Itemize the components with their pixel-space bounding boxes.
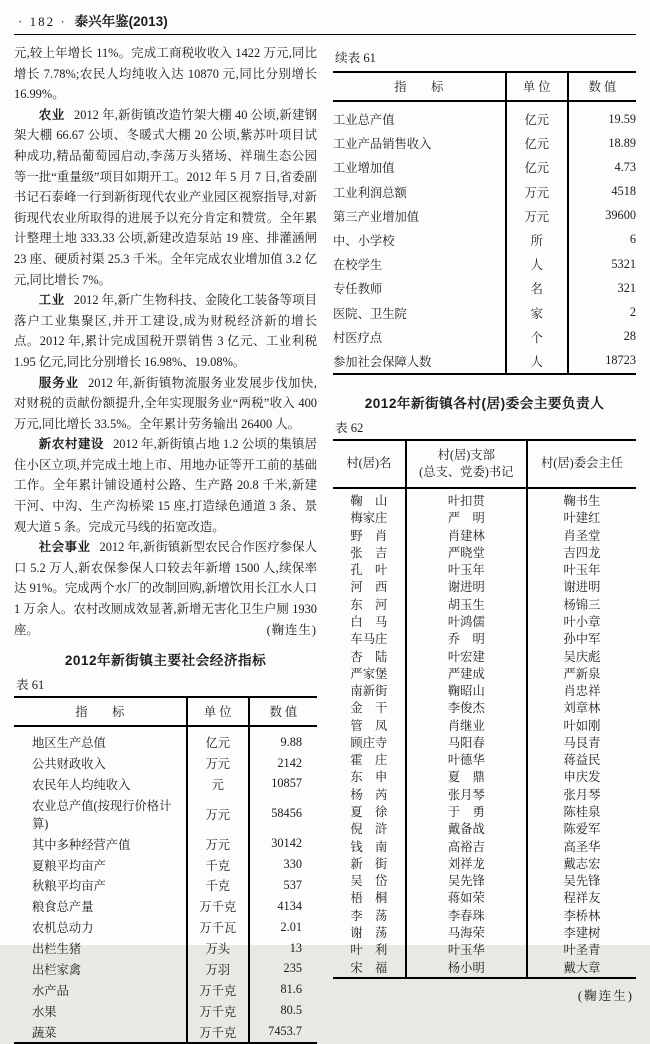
column-header-value: 数 值 <box>568 72 636 101</box>
director-name-cell: 李桥林 <box>527 907 636 924</box>
table-header-row <box>333 72 636 101</box>
director-name-cell: 杨锦三 <box>527 596 636 613</box>
indicator-cell: 参加社会保障人数 <box>333 354 432 369</box>
secretary-name-cell: 吴先锋 <box>406 873 527 890</box>
header-rule <box>14 34 636 35</box>
village-name-cell: 白 马 <box>350 614 388 629</box>
table-62 <box>333 439 636 979</box>
table-row <box>14 917 317 938</box>
village-name-cell: 车马庄 <box>350 632 388 647</box>
table-row <box>333 769 636 786</box>
village-name-cell: 孔 叶 <box>350 563 388 578</box>
village-name-cell: 南新街 <box>350 684 388 699</box>
table-row <box>333 579 636 596</box>
table-row <box>333 228 636 252</box>
table-row <box>333 959 636 977</box>
table-61-continued <box>333 71 636 375</box>
secretary-name-cell: 叶玉华 <box>406 942 527 959</box>
value-cell: 5321 <box>568 252 636 276</box>
table-row <box>333 648 636 665</box>
table-row <box>333 204 636 228</box>
value-cell: 6 <box>568 228 636 252</box>
village-name-cell: 宋 福 <box>350 960 388 975</box>
table-row <box>14 854 317 875</box>
body-paragraph-services <box>14 373 317 435</box>
unit-cell: 名 <box>506 276 568 300</box>
table-row <box>14 1021 317 1043</box>
indicator-cell: 水果 <box>32 1004 57 1019</box>
value-cell: 2142 <box>249 753 317 774</box>
unit-cell: 亿元 <box>506 101 568 131</box>
village-name-cell: 鞠 山 <box>350 493 388 508</box>
table-row <box>333 856 636 873</box>
unit-cell: 万千克 <box>187 896 249 917</box>
indicator-cell: 专任教师 <box>333 282 383 297</box>
village-name-cell: 野 肖 <box>350 528 388 543</box>
director-name-cell: 程祥友 <box>527 890 636 907</box>
secretary-name-cell: 叶鸿儒 <box>406 614 527 631</box>
village-name-cell: 杨 芮 <box>350 787 388 802</box>
table-row <box>333 131 636 155</box>
table-row <box>333 276 636 300</box>
village-name-cell: 倪 浒 <box>350 822 388 837</box>
table-row <box>333 735 636 752</box>
director-name-cell: 孙中军 <box>527 631 636 648</box>
secretary-name-cell: 严建成 <box>406 665 527 682</box>
value-cell: 7453.7 <box>249 1021 317 1043</box>
village-name-cell: 梧 桐 <box>350 891 388 906</box>
village-name-cell: 李 荡 <box>350 908 388 923</box>
table-row <box>333 890 636 907</box>
table61-continued-label: 续表 61 <box>335 51 376 65</box>
table62-label: 表 62 <box>335 420 364 435</box>
director-name-cell: 戴大章 <box>527 959 636 977</box>
secretary-name-cell: 叶扣贯 <box>406 488 527 510</box>
unit-cell: 万千克 <box>187 979 249 1000</box>
indicator-cell: 粮食总产量 <box>32 900 94 915</box>
secretary-name-cell: 刘祥龙 <box>406 856 527 873</box>
indicator-cell: 公共财政收入 <box>32 757 106 772</box>
secretary-name-cell: 肖建林 <box>406 527 527 544</box>
table61-label: 表 61 <box>16 678 45 693</box>
value-cell: 2.01 <box>249 917 317 938</box>
book-title: 泰兴年鉴(2013) <box>74 14 168 29</box>
table-row <box>333 631 636 648</box>
table-row <box>333 325 636 349</box>
table-row <box>14 1000 317 1021</box>
value-cell: 10857 <box>249 774 317 795</box>
value-cell: 19.59 <box>568 101 636 131</box>
value-cell: 321 <box>568 276 636 300</box>
table-row <box>333 544 636 561</box>
secretary-name-cell: 肖继业 <box>406 717 527 734</box>
director-name-cell: 叶圣青 <box>527 942 636 959</box>
paragraph-lead: 新农村建设 <box>38 437 105 452</box>
unit-cell: 万羽 <box>187 959 249 980</box>
indicator-cell: 在校学生 <box>333 258 383 273</box>
table-row <box>333 683 636 700</box>
village-name-cell: 梅家庄 <box>350 511 388 526</box>
value-cell: 537 <box>249 875 317 896</box>
table-row <box>333 804 636 821</box>
village-name-cell: 吴 岱 <box>350 874 388 889</box>
indicator-cell: 出栏生猪 <box>32 942 82 957</box>
secretary-name-cell: 叶玉年 <box>406 562 527 579</box>
table-row <box>14 979 317 1000</box>
indicator-cell: 出栏家禽 <box>32 962 82 977</box>
value-cell: 18.89 <box>568 131 636 155</box>
value-cell: 4.73 <box>568 155 636 179</box>
column-header-secretary <box>406 440 527 488</box>
table-row <box>333 942 636 959</box>
table-row <box>333 873 636 890</box>
paragraph-text: 2012 年,新街镇新型农民合作医疗参保人口 5.2 万人,新农保参保人口较去年新增 1500 人,续保率达 91%。完成两个水厂的改制回购,新增饮用长江水人口 1 万余人。农村改厕成效显著,新增无害化卫生户厕 1930 座。 <box>14 540 318 637</box>
secretary-name-cell: 张月琴 <box>406 786 527 803</box>
table-row <box>14 726 317 752</box>
secretary-name-cell: 鞠昭山 <box>406 683 527 700</box>
table-row <box>14 794 317 833</box>
table-row <box>14 959 317 980</box>
secretary-name-cell: 马阳春 <box>406 735 527 752</box>
village-name-cell: 张 吉 <box>350 545 388 560</box>
table-row <box>333 925 636 942</box>
two-column-layout <box>14 43 636 1044</box>
secretary-name-cell: 叶德华 <box>406 752 527 769</box>
village-name-cell: 新 街 <box>350 856 388 871</box>
author-signature: (鞠连生) <box>577 988 634 1003</box>
table-row <box>14 938 317 959</box>
table-row <box>333 527 636 544</box>
column-header-unit: 单 位 <box>506 72 568 101</box>
director-name-cell: 蒋益民 <box>527 752 636 769</box>
table-row <box>14 833 317 854</box>
table-row <box>333 614 636 631</box>
secretary-name-cell: 蒋如荣 <box>406 890 527 907</box>
director-name-cell: 谢进明 <box>527 579 636 596</box>
indicator-cell: 第三产业增加值 <box>333 209 420 224</box>
table61-caption: 2012年新街镇主要社会经济指标 <box>64 653 267 669</box>
table-row <box>14 875 317 896</box>
table-row <box>333 700 636 717</box>
unit-cell: 万元 <box>187 833 249 854</box>
author-signature: (鞠连生) <box>266 622 317 637</box>
value-cell: 18723 <box>568 349 636 374</box>
indicator-cell: 工业产品销售收入 <box>333 137 432 152</box>
unit-cell: 元 <box>187 774 249 795</box>
director-name-cell: 吉四龙 <box>527 544 636 561</box>
table-row <box>333 349 636 374</box>
unit-cell: 人 <box>506 349 568 374</box>
value-cell: 330 <box>249 854 317 875</box>
paragraph-lead: 农业 <box>38 107 66 122</box>
column-header-indicator: 指 标 <box>333 72 506 101</box>
unit-cell: 千克 <box>187 854 249 875</box>
table-row <box>333 838 636 855</box>
indicator-cell: 农民年人均纯收入 <box>32 777 131 792</box>
secretary-name-cell: 杨小明 <box>406 959 527 977</box>
indicator-cell: 医院、卫生院 <box>333 306 407 321</box>
paragraph-lead: 服务业 <box>38 375 80 390</box>
table-row <box>14 896 317 917</box>
unit-cell: 所 <box>506 228 568 252</box>
village-name-cell: 顾庄寺 <box>350 735 388 750</box>
village-name-cell: 河 西 <box>350 580 388 595</box>
director-name-cell: 鞠书生 <box>527 488 636 510</box>
column-header-secretary-line1: 村(居)支部 <box>437 447 495 462</box>
director-name-cell: 叶建红 <box>527 510 636 527</box>
table-row <box>333 907 636 924</box>
value-cell: 39600 <box>568 204 636 228</box>
table-row <box>333 300 636 324</box>
column-header-village-name: 村(居)名 <box>333 440 406 488</box>
indicator-cell: 其中多种经营产值 <box>32 837 131 852</box>
table-row <box>333 717 636 734</box>
table-row <box>333 596 636 613</box>
director-name-cell: 高圣华 <box>527 838 636 855</box>
column-header-indicator: 指 标 <box>14 697 187 726</box>
secretary-name-cell: 严晓堂 <box>406 544 527 561</box>
village-name-cell: 钱 南 <box>350 839 388 854</box>
unit-cell: 亿元 <box>187 726 249 752</box>
director-name-cell: 严新泉 <box>527 665 636 682</box>
column-header-value: 数 值 <box>249 697 317 726</box>
village-name-cell: 东 申 <box>350 770 388 785</box>
value-cell: 4134 <box>249 896 317 917</box>
value-cell: 13 <box>249 938 317 959</box>
unit-cell: 亿元 <box>506 131 568 155</box>
unit-cell: 千克 <box>187 875 249 896</box>
unit-cell: 万千克 <box>187 1021 249 1043</box>
director-name-cell: 马艮青 <box>527 735 636 752</box>
right-column <box>333 43 636 1044</box>
body-paragraph <box>14 43 317 105</box>
table-61 <box>14 696 317 1044</box>
table-header-row <box>333 440 636 488</box>
director-name-cell: 申庆发 <box>527 769 636 786</box>
paragraph-text: 2012 年,新街镇改造竹架大棚 40 公顷,新建钢架大棚 66.67 公顷、冬暖式大棚 20 公顷,紫苏叶项目试种成功,精品葡萄园启动,李荡万头猪场、祥瑞生态公园等一批“重量级”项目如期开工。2012 年 5 月 7 日,省委副书记石泰峰一行到新街现代农业产业园区视察指导,对新街现代农业所取得的进展予以充分肯定和赞赏。全年累计整理土地 333.33 公顷,新建改造泵站 19 座、排灌涵闸 23 座、硬质衬渠 25.3 千米。全年完成农业增加值 3.2 亿元,同比增长 7%。 <box>14 107 317 287</box>
table-row <box>333 179 636 203</box>
table62-caption: 2012年新街镇各村(居)委会主要负责人 <box>364 395 605 411</box>
column-header-unit: 单 位 <box>187 697 249 726</box>
unit-cell: 万千瓦 <box>187 917 249 938</box>
secretary-name-cell: 谢进明 <box>406 579 527 596</box>
indicator-cell: 工业增加值 <box>333 161 395 176</box>
village-name-cell: 管 凤 <box>350 718 388 733</box>
paragraph-text: 2012 年,新街镇物流服务业发展步伐加快,对财税的贡献份额提升,全年实现服务业“两税”收入 400 万元,同比增长 33.5%。全年累计劳务输出 26400 人。 <box>14 375 318 431</box>
unit-cell: 人 <box>506 252 568 276</box>
director-name-cell: 肖圣堂 <box>527 527 636 544</box>
director-name-cell: 陈爱军 <box>527 821 636 838</box>
table-row <box>333 562 636 579</box>
body-paragraph-industry <box>14 290 317 372</box>
left-column <box>14 43 317 1044</box>
indicator-cell: 蔬菜 <box>32 1025 57 1040</box>
secretary-name-cell: 乔 明 <box>406 631 527 648</box>
value-cell: 28 <box>568 325 636 349</box>
unit-cell: 家 <box>506 300 568 324</box>
director-name-cell: 吴庆彪 <box>527 648 636 665</box>
body-paragraph-agriculture <box>14 105 317 290</box>
unit-cell: 万千克 <box>187 1000 249 1021</box>
indicator-cell: 地区生产总值 <box>32 736 106 751</box>
director-name-cell: 肖忠祥 <box>527 683 636 700</box>
director-name-cell: 张月琴 <box>527 786 636 803</box>
director-name-cell: 叶玉年 <box>527 562 636 579</box>
value-cell: 81.6 <box>249 979 317 1000</box>
village-name-cell: 杏 陆 <box>350 649 388 664</box>
paragraph-text: 2012 年,新广生物科技、金陵化工装备等项目落户工业集聚区,并开工建设,成为财税经济新的增长点。2012 年,累计完成国税开票销售 3 亿元、工业利税 1.95 亿元,同比分别增长 16.98%、19.08%。 <box>14 293 317 369</box>
village-name-cell: 金 干 <box>350 701 388 716</box>
indicator-cell: 村医疗点 <box>333 330 383 345</box>
director-name-cell: 陈桂泉 <box>527 804 636 821</box>
secretary-name-cell: 叶宏建 <box>406 648 527 665</box>
secretary-name-cell: 李春珠 <box>406 907 527 924</box>
paragraph-lead: 工业 <box>38 293 65 308</box>
value-cell: 9.88 <box>249 726 317 752</box>
table-row <box>333 510 636 527</box>
paragraph-text: 元,较上年增长 11%。完成工商税收收入 1422 万元,同比增长 7.78%;农民人均纯收入达 10870 元,同比分别增长 16.99%。 <box>14 46 317 102</box>
unit-cell: 万头 <box>187 938 249 959</box>
secretary-name-cell: 马海荣 <box>406 925 527 942</box>
secretary-name-cell: 戴备战 <box>406 821 527 838</box>
table-row <box>333 252 636 276</box>
unit-cell: 万元 <box>187 753 249 774</box>
value-cell: 30142 <box>249 833 317 854</box>
village-name-cell: 东 河 <box>350 597 388 612</box>
value-cell: 2 <box>568 300 636 324</box>
paragraph-lead: 社会事业 <box>38 540 91 555</box>
table-row <box>14 753 317 774</box>
value-cell: 80.5 <box>249 1000 317 1021</box>
table-row <box>333 821 636 838</box>
table-row <box>333 752 636 769</box>
indicator-cell: 秋粮平均亩产 <box>32 879 106 894</box>
village-name-cell: 夏 徐 <box>350 805 388 820</box>
director-name-cell: 叶小章 <box>527 614 636 631</box>
indicator-cell: 夏粮平均亩产 <box>32 858 106 873</box>
indicator-cell: 中、小学校 <box>333 233 395 248</box>
secretary-name-cell: 夏 鼎 <box>406 769 527 786</box>
page-number: · 182 · <box>18 14 67 29</box>
column-header-director: 村(居)委会主任 <box>527 440 636 488</box>
director-name-cell: 戴志宏 <box>527 856 636 873</box>
village-name-cell: 严家堡 <box>350 666 388 681</box>
indicator-cell: 工业总产值 <box>333 113 395 127</box>
village-name-cell: 霍 庄 <box>350 753 388 768</box>
table-row <box>333 786 636 803</box>
table-row <box>333 155 636 179</box>
value-cell: 235 <box>249 959 317 980</box>
table-row <box>333 665 636 682</box>
director-name-cell: 吴先锋 <box>527 873 636 890</box>
table-row <box>333 488 636 510</box>
paragraph-text: 2012 年,新街镇占地 1.2 公顷的集镇居住小区立项,并完成土地上市、用地办证等开工前的基础工作。全年累计铺设通村公路、生产路 20.8 千米,新建干河、中沟、生产沟桥梁 15 座,打造绿色通道 3 条、景观大道 5 条。完成元马线的拓宽改造。 <box>14 437 317 534</box>
unit-cell: 万元 <box>187 794 249 833</box>
indicator-cell: 工业利润总额 <box>333 185 407 200</box>
indicator-cell: 农机总动力 <box>32 921 94 936</box>
body-paragraph-rural <box>14 434 317 537</box>
table-header-row <box>14 697 317 726</box>
column-header-secretary-line2: (总支、党委)书记 <box>419 464 514 479</box>
unit-cell: 万元 <box>506 204 568 228</box>
indicator-cell: 农业总产值(按现行价格计算) <box>32 798 172 831</box>
value-cell: 58456 <box>249 794 317 833</box>
indicator-cell: 水产品 <box>32 983 69 998</box>
secretary-name-cell: 于 勇 <box>406 804 527 821</box>
page-header <box>14 8 636 33</box>
unit-cell: 亿元 <box>506 155 568 179</box>
table-row <box>333 101 636 131</box>
secretary-name-cell: 严 明 <box>406 510 527 527</box>
unit-cell: 万元 <box>506 179 568 203</box>
value-cell: 4518 <box>568 179 636 203</box>
director-name-cell: 叶如刚 <box>527 717 636 734</box>
secretary-name-cell: 胡玉生 <box>406 596 527 613</box>
director-name-cell: 刘章林 <box>527 700 636 717</box>
body-paragraph-social <box>14 537 317 640</box>
director-name-cell: 李建树 <box>527 925 636 942</box>
secretary-name-cell: 李俊杰 <box>406 700 527 717</box>
table-row <box>14 774 317 795</box>
village-name-cell: 谢 荡 <box>350 926 388 940</box>
village-name-cell: 叶 利 <box>350 943 388 958</box>
secretary-name-cell: 高裕吉 <box>406 838 527 855</box>
unit-cell: 个 <box>506 325 568 349</box>
